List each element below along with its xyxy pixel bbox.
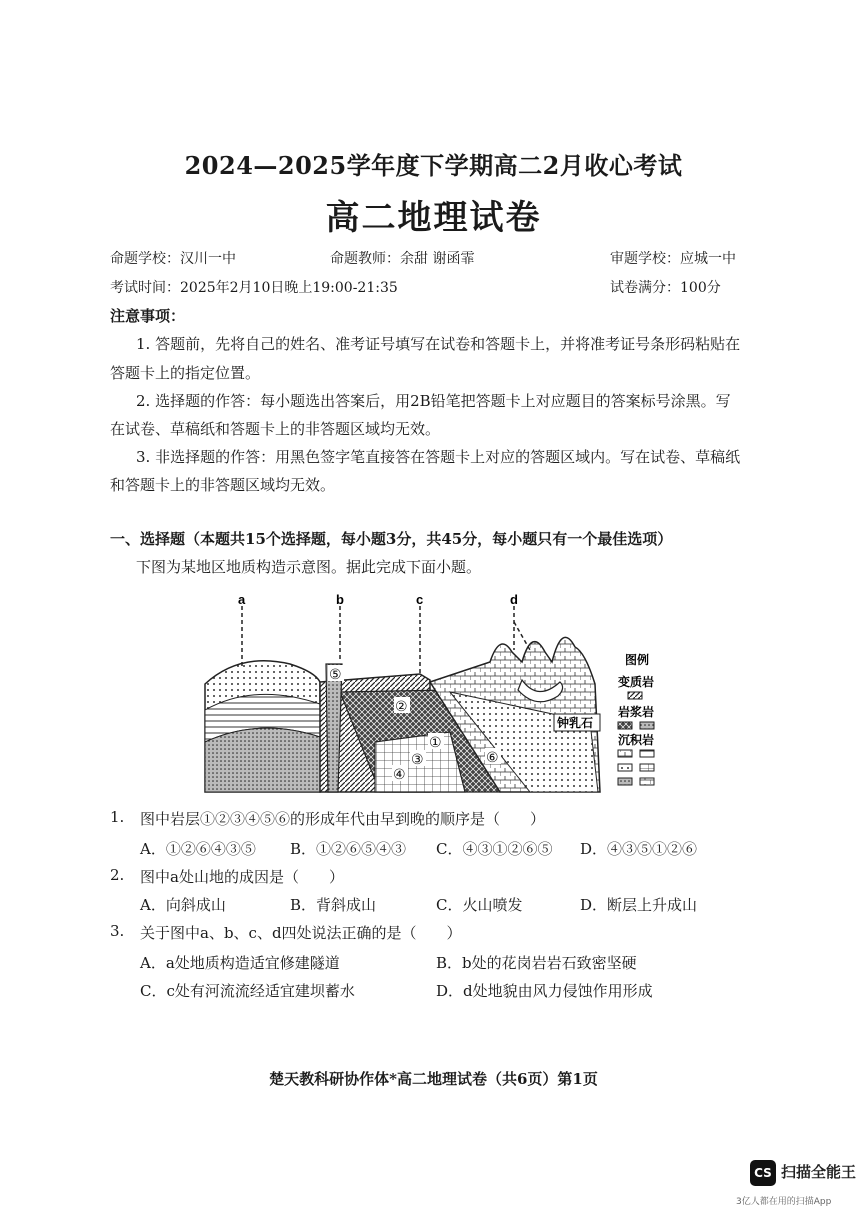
legend-sedimentary-swatch-3 bbox=[618, 764, 632, 771]
question-2-option-d: D．断层上升成山 bbox=[580, 896, 698, 914]
legend-sedimentary-swatch-6 bbox=[640, 778, 654, 785]
question-2-number: 2. bbox=[110, 866, 125, 884]
scanner-watermark bbox=[750, 1158, 858, 1188]
question-1-option-a: A．①②⑥④③⑤ bbox=[140, 840, 256, 858]
question-3-number: 3. bbox=[110, 922, 125, 940]
meta-score: 试卷满分：100分 bbox=[610, 280, 721, 296]
question-2-option-a: A．向斜成山 bbox=[140, 896, 226, 914]
question-3-option-c: C．c处有河流流经适宜建坝蓄水 bbox=[140, 982, 355, 1000]
layer-label-1: ① bbox=[429, 735, 442, 751]
notice-item-2-line2: 在试卷、草稿纸和答题卡上的非答题区域均无效。 bbox=[110, 420, 441, 438]
legend-metamorphic-swatch bbox=[628, 692, 642, 699]
geology-diagram bbox=[200, 592, 670, 800]
section-heading: 一、选择题（本题共15个选择题，每小题3分，共45分，每小题只有一个最佳选项） bbox=[110, 530, 673, 548]
section-intro: 下图为某地区地质构造示意图。据此完成下面小题。 bbox=[136, 558, 482, 576]
question-1-number: 1. bbox=[110, 808, 125, 826]
point-label-c: c bbox=[416, 592, 424, 607]
legend-metamorphic-label: 变质岩 bbox=[618, 675, 655, 689]
question-3-option-b: B．b处的花岗岩岩石致密坚硬 bbox=[436, 954, 637, 972]
legend-title: 图例 bbox=[625, 653, 650, 667]
notice-heading: 注意事项： bbox=[110, 307, 186, 325]
layer-label-2: ② bbox=[395, 699, 408, 715]
point-label-d: d bbox=[510, 592, 518, 607]
scanner-tagline: 3亿人都在用的扫描App bbox=[736, 1197, 832, 1207]
legend-sedimentary-swatch-1 bbox=[618, 750, 632, 757]
meta-time: 考试时间：2025年2月10日晚上19:00-21:35 bbox=[110, 280, 398, 296]
notice-item-1-line1: 1. 答题前，先将自己的姓名、准考证号填写在试卷和答题卡上，并将准考证号条形码粘贴在 bbox=[136, 335, 741, 353]
meta-teachers: 命题教师：余甜 谢函霏 bbox=[330, 251, 475, 267]
meta-reviewer: 审题学校：应城一中 bbox=[610, 251, 736, 267]
layer-label-6: ⑥ bbox=[486, 750, 499, 766]
point-label-b: b bbox=[336, 592, 344, 607]
notice-item-3-line1: 3. 非选择题的作答：用黑色签字笔直接答在答题卡上对应的答题区域内。写在试卷、草稿纸 bbox=[136, 448, 741, 466]
point-label-a: a bbox=[238, 592, 246, 607]
question-2-text: 图中a处山地的成因是（ ） bbox=[140, 868, 344, 886]
question-3-text: 关于图中a、b、c、d四处说法正确的是（ ） bbox=[140, 924, 462, 942]
meta-school: 命题学校：汉川一中 bbox=[110, 251, 236, 267]
question-2-option-c: C．火山喷发 bbox=[436, 896, 523, 914]
paper-title: 高二地理试卷 bbox=[325, 198, 542, 238]
notice-item-1-line2: 答题卡上的指定位置。 bbox=[110, 364, 261, 382]
layer-label-3: ③ bbox=[411, 752, 424, 768]
notice-item-3-line2: 和答题卡上的非答题区域均无效。 bbox=[110, 476, 336, 494]
question-1-option-c: C．④③①②⑥⑤ bbox=[436, 840, 553, 858]
scanner-app-name: 扫描全能王 bbox=[781, 1163, 857, 1181]
question-1-option-b: B．①②⑥⑤④③ bbox=[290, 840, 407, 858]
page-footer: 楚天教科研协作体*高二地理试卷（共6页）第1页 bbox=[269, 1070, 598, 1088]
question-3-option-d: D．d处地貌由风力侵蚀作用形成 bbox=[436, 982, 653, 1000]
legend-igneous-label: 岩浆岩 bbox=[618, 705, 655, 719]
cave-label: 钟乳石 bbox=[557, 716, 594, 730]
question-1-text: 图中岩层①②③④⑤⑥的形成年代由早到晚的顺序是（ ） bbox=[140, 810, 546, 828]
layer-label-4: ④ bbox=[393, 767, 406, 783]
question-3-option-a: A．a处地质构造适宜修建隧道 bbox=[140, 954, 340, 972]
scanner-logo-icon: CS bbox=[750, 1160, 776, 1186]
legend-sedimentary-swatch-4 bbox=[640, 764, 654, 771]
layer-label-5: ⑤ bbox=[329, 667, 342, 683]
legend-igneous-swatch-2 bbox=[640, 722, 654, 729]
legend-sedimentary-swatch-2 bbox=[640, 750, 654, 757]
legend-igneous-swatch-1 bbox=[618, 722, 632, 729]
notice-item-2-line1: 2. 选择题的作答：每小题选出答案后，用2B铅笔把答题卡上对应题目的答案标号涂黑。写 bbox=[136, 392, 731, 410]
legend-sedimentary-swatch-5 bbox=[618, 778, 632, 785]
exam-title: 2024—2025学年度下学期高二2月收心考试 bbox=[184, 151, 683, 180]
question-2-option-b: B．背斜成山 bbox=[290, 896, 377, 914]
question-1-option-d: D．④③⑤①②⑥ bbox=[580, 840, 698, 858]
legend-sedimentary-label: 沉积岩 bbox=[618, 733, 655, 747]
